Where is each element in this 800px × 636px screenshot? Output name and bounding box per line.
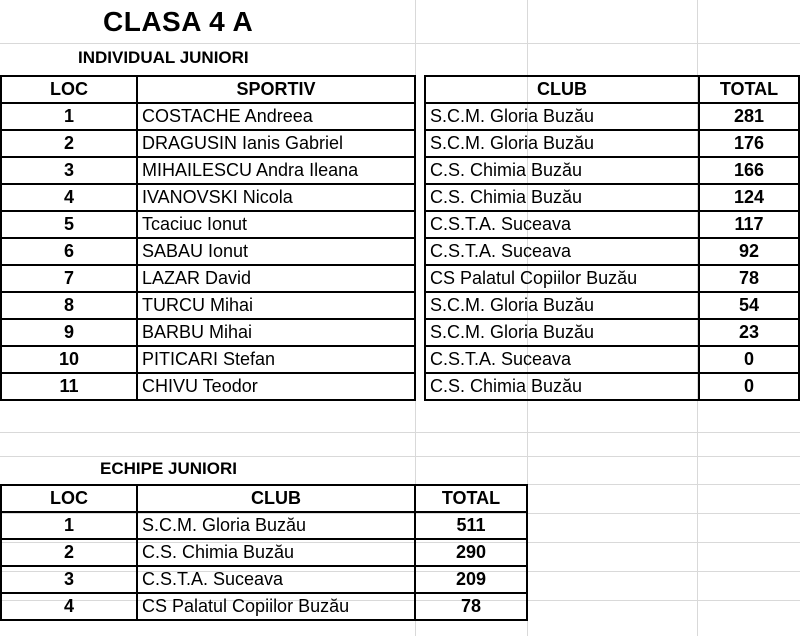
table-row <box>425 292 799 319</box>
club-cell: C.S.T.A. Suceava <box>137 566 415 593</box>
loc-cell: 6 <box>1 238 137 265</box>
table-row <box>425 157 799 184</box>
club-cell: C.S.T.A. Suceava <box>425 238 699 265</box>
club-cell: C.S. Chimia Buzău <box>425 184 699 211</box>
loc-cell: 4 <box>1 593 137 620</box>
club-cell: S.C.M. Gloria Buzău <box>137 512 415 539</box>
loc-cell: 10 <box>1 346 137 373</box>
total-cell: 0 <box>699 346 799 373</box>
athlete-name-cell: Tcaciuc Ionut <box>137 211 415 238</box>
table-row <box>1 346 415 373</box>
individual-table-right <box>424 75 800 401</box>
athlete-name-cell: CHIVU Teodor <box>137 373 415 400</box>
athlete-name-cell: MIHAILESCU Andra Ileana <box>137 157 415 184</box>
club-cell: C.S. Chimia Buzău <box>425 157 699 184</box>
club-cell: S.C.M. Gloria Buzău <box>425 103 699 130</box>
loc-cell: 3 <box>1 566 137 593</box>
athlete-name-cell: LAZAR David <box>137 265 415 292</box>
col-header-sportiv: SPORTIV <box>137 76 415 103</box>
total-cell: 124 <box>699 184 799 211</box>
athlete-name-cell: COSTACHE Andreea <box>137 103 415 130</box>
col-header-club: CLUB <box>137 485 415 512</box>
table-row <box>1 512 527 539</box>
loc-cell: 1 <box>1 512 137 539</box>
club-cell: CS Palatul Copiilor Buzău <box>137 593 415 620</box>
loc-cell: 9 <box>1 319 137 346</box>
table-row <box>1 292 415 319</box>
table-row <box>1 319 415 346</box>
table-row <box>425 130 799 157</box>
individual-table-left <box>0 75 416 401</box>
loc-cell: 3 <box>1 157 137 184</box>
col-header-club: CLUB <box>425 76 699 103</box>
table-row <box>425 265 799 292</box>
col-header-loc: LOC <box>1 485 137 512</box>
table-header-row <box>1 485 527 512</box>
table-row <box>1 211 415 238</box>
loc-cell: 1 <box>1 103 137 130</box>
total-cell: 166 <box>699 157 799 184</box>
col-header-loc: LOC <box>1 76 137 103</box>
gridline <box>0 432 800 433</box>
loc-cell: 2 <box>1 130 137 157</box>
club-cell: S.C.M. Gloria Buzău <box>425 130 699 157</box>
table-row <box>425 373 799 400</box>
gridline <box>0 456 800 457</box>
teams-table <box>0 484 528 621</box>
total-cell: 78 <box>699 265 799 292</box>
loc-cell: 5 <box>1 211 137 238</box>
club-cell: C.S.T.A. Suceava <box>425 346 699 373</box>
table-row <box>425 319 799 346</box>
table-row <box>1 184 415 211</box>
table-row <box>1 238 415 265</box>
table-row <box>425 103 799 130</box>
table-row <box>1 373 415 400</box>
total-cell: 0 <box>699 373 799 400</box>
club-cell: S.C.M. Gloria Buzău <box>425 319 699 346</box>
table-header-row <box>1 76 415 103</box>
table-row <box>425 184 799 211</box>
table-row <box>1 539 527 566</box>
table-row <box>1 593 527 620</box>
total-cell: 117 <box>699 211 799 238</box>
athlete-name-cell: SABAU Ionut <box>137 238 415 265</box>
loc-cell: 7 <box>1 265 137 292</box>
club-cell: S.C.M. Gloria Buzău <box>425 292 699 319</box>
loc-cell: 4 <box>1 184 137 211</box>
club-cell: C.S. Chimia Buzău <box>425 373 699 400</box>
club-cell: CS Palatul Copiilor Buzău <box>425 265 699 292</box>
total-cell: 511 <box>415 512 527 539</box>
table-row <box>1 157 415 184</box>
table-row <box>1 265 415 292</box>
col-header-total: TOTAL <box>415 485 527 512</box>
col-header-total: TOTAL <box>699 76 799 103</box>
loc-cell: 2 <box>1 539 137 566</box>
athlete-name-cell: TURCU Mihai <box>137 292 415 319</box>
athlete-name-cell: IVANOVSKI Nicola <box>137 184 415 211</box>
athlete-name-cell: BARBU Mihai <box>137 319 415 346</box>
club-cell: C.S. Chimia Buzău <box>137 539 415 566</box>
total-cell: 290 <box>415 539 527 566</box>
total-cell: 92 <box>699 238 799 265</box>
page-title: CLASA 4 A <box>103 6 254 37</box>
table-row <box>1 566 527 593</box>
table-row <box>1 130 415 157</box>
table-row <box>425 346 799 373</box>
club-cell: C.S.T.A. Suceava <box>425 211 699 238</box>
table-row <box>425 238 799 265</box>
total-cell: 176 <box>699 130 799 157</box>
total-cell: 209 <box>415 566 527 593</box>
athlete-name-cell: DRAGUSIN Ianis Gabriel <box>137 130 415 157</box>
total-cell: 78 <box>415 593 527 620</box>
individual-heading: INDIVIDUAL JUNIORI <box>78 48 249 67</box>
total-cell: 281 <box>699 103 799 130</box>
total-cell: 23 <box>699 319 799 346</box>
athlete-name-cell: PITICARI Stefan <box>137 346 415 373</box>
table-row <box>425 211 799 238</box>
total-cell: 54 <box>699 292 799 319</box>
table-header-row <box>425 76 799 103</box>
teams-heading: ECHIPE JUNIORI <box>100 459 237 478</box>
table-row <box>1 103 415 130</box>
loc-cell: 11 <box>1 373 137 400</box>
gridline <box>0 43 800 44</box>
loc-cell: 8 <box>1 292 137 319</box>
